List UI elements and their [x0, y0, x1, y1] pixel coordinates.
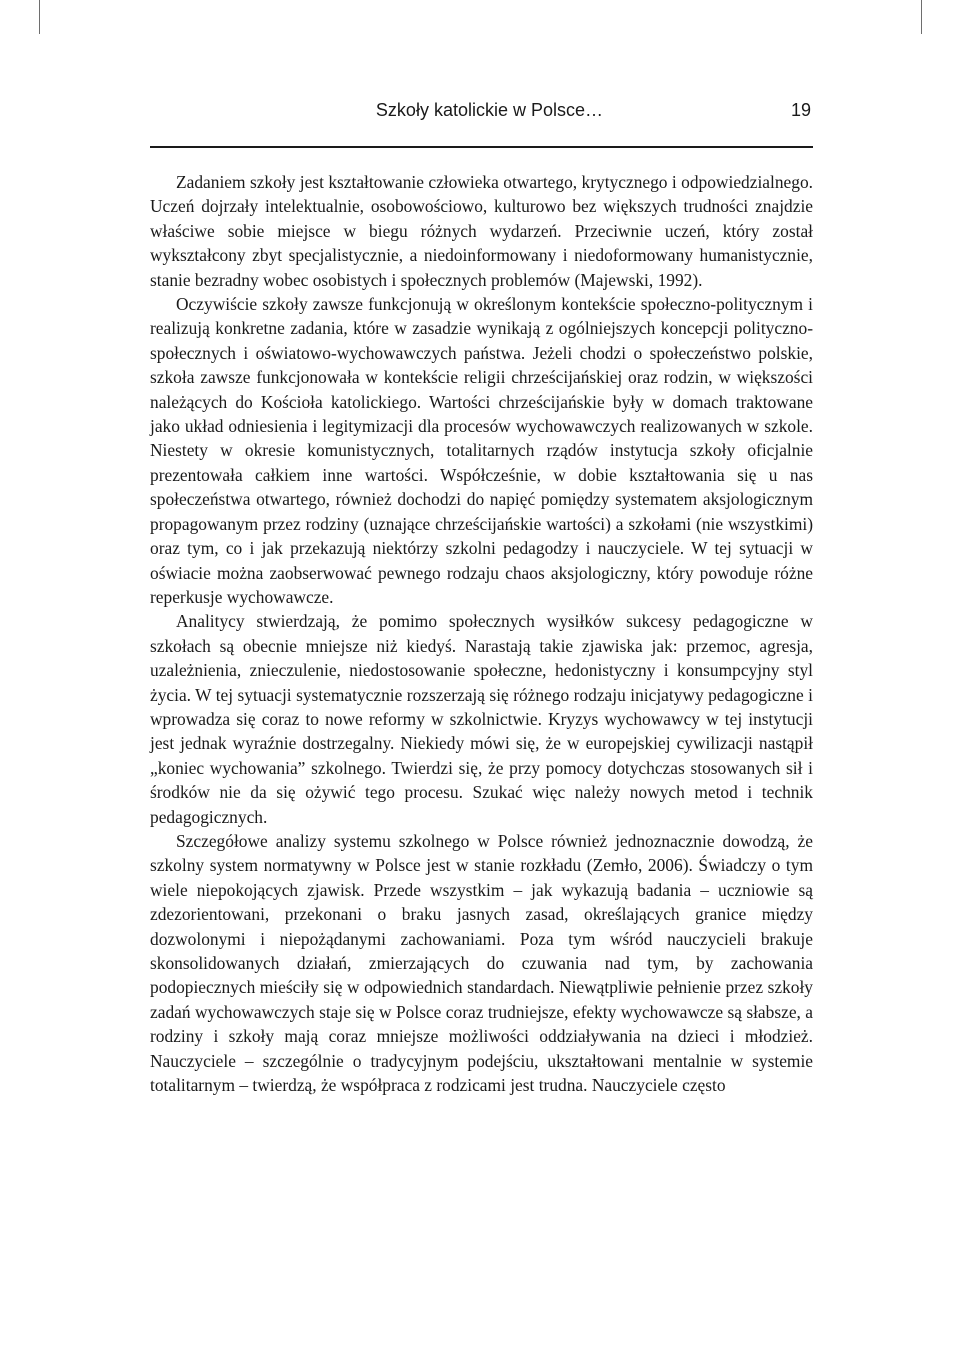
- paragraph: Analitycy stwierdzają, że pomimo społecznych wysiłków sukcesy pedagogiczne w szkołach są obecnie mniejsze niż kiedyś. Narastają takie zjawiska jak: przemoc, agresja, uzależnienia, znieczulenie, niedostosowanie społeczne, hedonistyczny i konsumpcyjny styl życia. W tej sytuacji systematycznie rozszerzają się różnego rodzaju inicjatywy pedagogiczne i wprowadza się coraz to nowe reformy w szkolnictwie. Kryzys wychowawcy w tej instytucji jest jednak wyraźnie dostrzegalny. Niekiedy mówi się, że w europejskiej cywilizacji nastąpił „koniec wychowania” szkolnego. Twierdzi się, że przy pomocy dotychczas stosowanych sił i środków nie da się ożywić tego procesu. Szukać więc należy nowych metod i technik pedagogicznych.: [150, 611, 813, 827]
- header-rule: [150, 146, 813, 148]
- paragraph: Oczywiście szkoły zawsze funkcjonują w określonym kontekście społeczno-politycznym i realizują konkretne zadania, które w zasadzie wynikają z ogólniejszych koncepcji polityczno-społecznych i oświatowo-wychowawczych państwa. Jeżeli chodzi o społeczeństwo polskie, szkoła zawsze funkcjonowała w kontekście religii chrześcijańskiej oraz rodzin, w większości należących do Kościoła katolickiego. Wartości chrześcijańskie były w domach traktowane jako układ odniesienia i legitymizacji dla procesów wychowawczych realizowanych w szkole. Niestety w okresie komunistycznych, totalitarnych rządów instytucja szkoły oficjalnie prezentowała całkiem inne wartości. Współcześnie, w dobie kształtowania się u nas społeczeństwa otwartego, również dochodzi do napięć pomiędzy systematem aksjologicznym propagowanym przez rodziny (uznające chrześcijańskie wartości) a szkołami (nie wszystkimi) oraz tym, co i jak przekazują niektórzy szkolni pedagodzy i nauczyciele. W tej sytuacji w oświacie można zaobserwować pewnego rodzaju chaos aksjologiczny, który powoduje różne reperkusje wychowawcze.: [150, 294, 813, 607]
- paragraph: Zadaniem szkoły jest kształtowanie człowieka otwartego, krytycznego i odpowiedzialnego. Uczeń dojrzały intelektualnie, osobowościowo, kulturowo bez większych trudności znajdzie właściwe sobie miejsce w biegu różnych wydarzeń. Przeciwnie uczeń, który został wykształcony zbyt specjalistycznie, a niedoinformowany i niedoformowany humanistycznie, stanie bezradny wobec osobistych i społecznych problemów (Majewski, 1992).: [150, 172, 813, 290]
- running-header: [150, 100, 813, 126]
- crop-mark-left: [39, 0, 40, 34]
- paragraph: Szczegółowe analizy systemu szkolnego w Polsce również jednoznacznie dowodzą, że szkolny system normatywny w Polsce jest w stanie rozkładu (Zemło, 2006). Świadczy o tym wiele niepokojących zjawisk. Przede wszystkim – jak wykazują badania – uczniowie są zdezorientowani, przekonani o braku jasnych zasad, określających granice między dozwolonymi i niepożądanymi zachowaniami. Poza tym wśród nauczycieli brakuje skonsolidowanych działań, zmierzających do czuwania nad tym, by zachowania podopiecznych mieściły się w odpowiednich standardach. Niewątpliwie pełnienie przez szkoły zadań wychowawczych staje się w Polsce coraz trudniejsze, efekty wychowawcze są słabsze, a rodziny i szkoły mają coraz mniejsze możliwości oddziaływania na dzieci i młodzież. Nauczyciele – szczególnie o tradycyjnym podejściu, ukształtowani mentalnie w systemie totalitarnym – twierdzą, że współpraca z rodzicami jest trudna. Nauczyciele często: [150, 830, 813, 1096]
- body-text: [150, 170, 813, 1097]
- crop-mark-right: [921, 0, 922, 34]
- page-number: 19: [790, 100, 811, 120]
- running-title: Szkoły katolickie w Polsce…: [375, 100, 603, 120]
